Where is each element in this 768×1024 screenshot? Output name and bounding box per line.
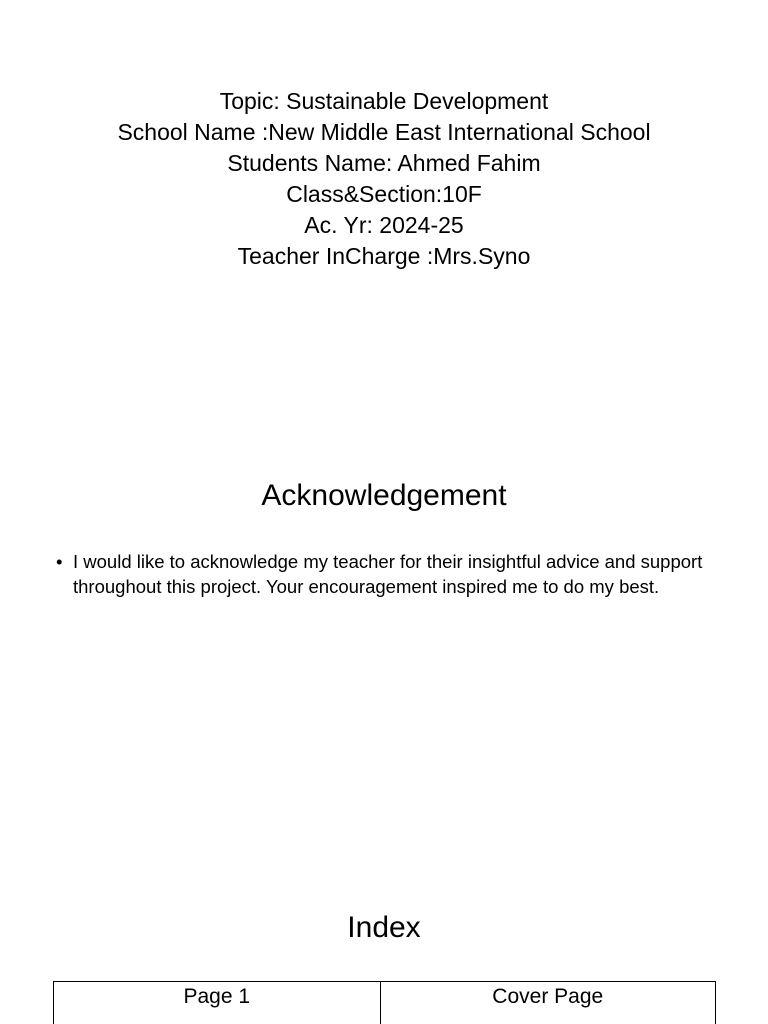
acknowledgement-heading: Acknowledgement [261,479,507,512]
student-name-line: Students Name: Ahmed Fahim [227,150,541,176]
table-row [54,982,716,1024]
cover-block [0,86,768,272]
acknowledgement-list [56,550,716,599]
topic-line: Topic: Sustainable Development [219,88,549,114]
index-table [53,981,716,1024]
index-page-cell: Page 1 [54,982,381,1024]
teacher-line: Teacher InCharge :Mrs.Syno [237,243,531,269]
index-content-cell: Cover Page [380,982,716,1024]
academic-year-line: Ac. Yr: 2024-25 [304,212,464,238]
acknowledgement-item: • I would like to acknowledge my teacher for their insightful advice and support throughout this project. Your encouragement inspired me to do my best. [56,550,716,599]
class-section-line: Class&Section:10F [286,181,482,207]
school-name-line: School Name :New Middle East International School [117,119,651,145]
index-heading: Index [347,911,421,944]
